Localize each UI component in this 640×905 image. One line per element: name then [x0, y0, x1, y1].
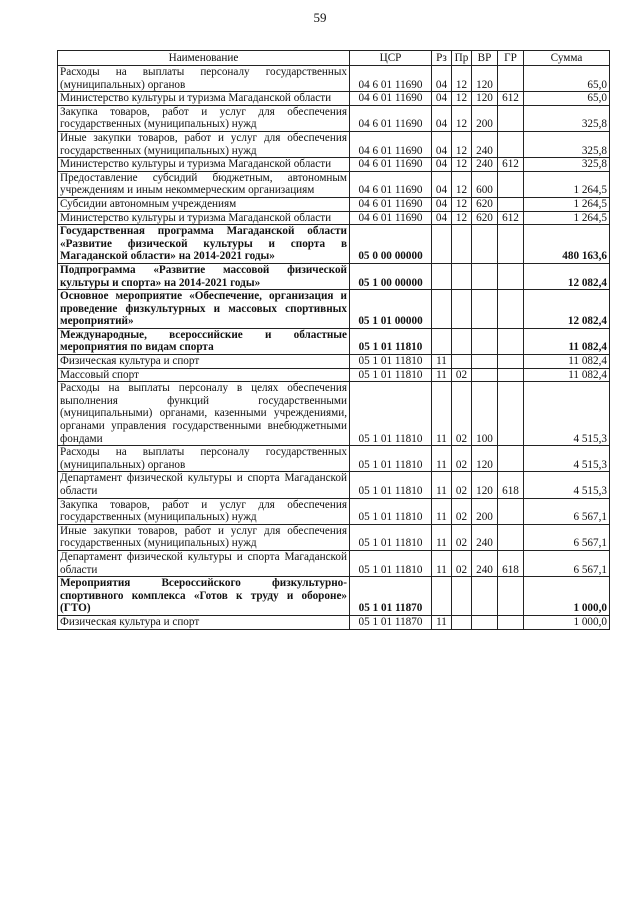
cell-gr	[498, 290, 524, 329]
cell-gr: 612	[498, 92, 524, 106]
budget-table	[57, 50, 610, 630]
cell-name: Департамент физической культуры и спорта Магаданской области	[58, 550, 350, 576]
cell-pr: 12	[452, 211, 472, 225]
col-header-gr: ГР	[498, 51, 524, 66]
table-body	[58, 66, 610, 630]
cell-vr: 240	[472, 550, 498, 576]
cell-pr	[452, 355, 472, 369]
cell-rz: 11	[432, 615, 452, 629]
table-row	[58, 368, 610, 382]
cell-vr: 120	[472, 446, 498, 472]
cell-vr: 120	[472, 66, 498, 92]
cell-rz: 11	[432, 550, 452, 576]
cell-rz: 11	[432, 524, 452, 550]
cell-sum: 12 082,4	[524, 263, 610, 289]
cell-gr	[498, 524, 524, 550]
cell-vr	[472, 368, 498, 382]
table-row	[58, 225, 610, 264]
cell-sum: 11 082,4	[524, 328, 610, 354]
col-header-sum: Сумма	[524, 51, 610, 66]
cell-name: Министерство культуры и туризма Магаданской области	[58, 211, 350, 225]
cell-csr: 04 6 01 11690	[350, 92, 432, 106]
cell-rz: 11	[432, 355, 452, 369]
cell-csr: 04 6 01 11690	[350, 66, 432, 92]
cell-gr: 612	[498, 211, 524, 225]
cell-pr	[452, 328, 472, 354]
cell-name: Предоставление субсидий бюджетным, автономным учреждениям и иным некоммерческим организациям	[58, 171, 350, 197]
cell-gr: 612	[498, 158, 524, 172]
cell-pr: 02	[452, 446, 472, 472]
cell-rz: 04	[432, 171, 452, 197]
cell-pr: 12	[452, 171, 472, 197]
cell-vr	[472, 355, 498, 369]
table-row	[58, 158, 610, 172]
cell-sum: 1 264,5	[524, 197, 610, 211]
cell-gr	[498, 615, 524, 629]
cell-rz	[432, 577, 452, 616]
cell-vr	[472, 577, 498, 616]
cell-csr: 05 1 01 11810	[350, 446, 432, 472]
cell-name: Расходы на выплаты персоналу в целях обеспечения выполнения функций государственными (муниципальными) органами, казенными учреждениями, органами управления государственными внебюджетными фондами	[58, 382, 350, 446]
cell-name: Государственная программа Магаданской области «Развитие физической культуры и спорта в Магаданской области» на 2014-2021 годы»	[58, 225, 350, 264]
cell-vr	[472, 263, 498, 289]
cell-gr	[498, 66, 524, 92]
cell-gr	[498, 263, 524, 289]
page-number: 59	[313, 10, 327, 25]
cell-csr: 04 6 01 11690	[350, 197, 432, 211]
cell-gr: 618	[498, 550, 524, 576]
table-row	[58, 550, 610, 576]
cell-gr	[498, 446, 524, 472]
cell-vr: 240	[472, 524, 498, 550]
cell-name: Подпрограмма «Развитие массовой физической культуры и спорта» на 2014-2021 годы»	[58, 263, 350, 289]
cell-pr	[452, 225, 472, 264]
cell-gr	[498, 197, 524, 211]
cell-rz: 04	[432, 158, 452, 172]
cell-pr	[452, 290, 472, 329]
cell-rz: 11	[432, 472, 452, 498]
cell-vr: 620	[472, 211, 498, 225]
table-row	[58, 524, 610, 550]
cell-gr	[498, 577, 524, 616]
table-row	[58, 290, 610, 329]
cell-csr: 04 6 01 11690	[350, 171, 432, 197]
table-row	[58, 197, 610, 211]
cell-vr: 100	[472, 382, 498, 446]
cell-vr: 240	[472, 131, 498, 157]
cell-name: Мероприятия Всероссийского физкультурно-спортивного комплекса «Готов к труду и обороне» (ГТО)	[58, 577, 350, 616]
cell-csr: 05 1 01 11870	[350, 577, 432, 616]
cell-pr: 12	[452, 131, 472, 157]
table-row	[58, 472, 610, 498]
cell-rz	[432, 328, 452, 354]
table-row	[58, 328, 610, 354]
cell-rz: 04	[432, 211, 452, 225]
table-row	[58, 92, 610, 106]
table-row	[58, 131, 610, 157]
cell-pr: 12	[452, 158, 472, 172]
cell-sum: 6 567,1	[524, 524, 610, 550]
cell-gr	[498, 171, 524, 197]
cell-sum: 325,8	[524, 105, 610, 131]
cell-name: Массовый спорт	[58, 368, 350, 382]
table-row	[58, 355, 610, 369]
cell-rz: 04	[432, 105, 452, 131]
col-header-vr: ВР	[472, 51, 498, 66]
cell-vr: 240	[472, 158, 498, 172]
table-row	[58, 498, 610, 524]
cell-csr: 04 6 01 11690	[350, 158, 432, 172]
cell-sum: 6 567,1	[524, 498, 610, 524]
cell-vr: 200	[472, 105, 498, 131]
cell-pr: 02	[452, 498, 472, 524]
cell-csr: 05 1 01 11870	[350, 615, 432, 629]
cell-csr: 04 6 01 11690	[350, 211, 432, 225]
col-header-name: Наименование	[58, 51, 350, 66]
cell-gr	[498, 225, 524, 264]
cell-sum: 1 264,5	[524, 171, 610, 197]
cell-name: Физическая культура и спорт	[58, 355, 350, 369]
cell-gr	[498, 498, 524, 524]
cell-rz: 04	[432, 131, 452, 157]
cell-gr	[498, 328, 524, 354]
cell-name: Министерство культуры и туризма Магаданской области	[58, 158, 350, 172]
cell-name: Департамент физической культуры и спорта Магаданской области	[58, 472, 350, 498]
cell-rz: 11	[432, 446, 452, 472]
cell-rz	[432, 290, 452, 329]
cell-sum: 1 264,5	[524, 211, 610, 225]
cell-gr	[498, 382, 524, 446]
cell-rz: 11	[432, 498, 452, 524]
cell-rz	[432, 263, 452, 289]
table-row	[58, 105, 610, 131]
cell-rz: 11	[432, 382, 452, 446]
cell-rz: 04	[432, 197, 452, 211]
col-header-pr: Пр	[452, 51, 472, 66]
cell-sum: 4 515,3	[524, 472, 610, 498]
cell-gr	[498, 355, 524, 369]
cell-name: Министерство культуры и туризма Магаданской области	[58, 92, 350, 106]
table-row	[58, 171, 610, 197]
cell-sum: 1 000,0	[524, 615, 610, 629]
cell-vr: 600	[472, 171, 498, 197]
cell-sum: 12 082,4	[524, 290, 610, 329]
cell-name: Иные закупки товаров, работ и услуг для обеспечения государственных (муниципальных) нужд	[58, 131, 350, 157]
table-row	[58, 446, 610, 472]
cell-pr: 02	[452, 472, 472, 498]
cell-pr	[452, 615, 472, 629]
cell-pr: 12	[452, 197, 472, 211]
cell-gr	[498, 368, 524, 382]
cell-pr	[452, 577, 472, 616]
cell-rz: 04	[432, 66, 452, 92]
col-header-rz: Рз	[432, 51, 452, 66]
cell-csr: 05 1 01 11810	[350, 328, 432, 354]
cell-name: Закупка товаров, работ и услуг для обеспечения государственных (муниципальных) нужд	[58, 498, 350, 524]
cell-csr: 05 0 00 00000	[350, 225, 432, 264]
col-header-csr: ЦСР	[350, 51, 432, 66]
cell-pr: 02	[452, 368, 472, 382]
cell-name: Основное мероприятие «Обеспечение, организация и проведение физкультурных и массовых спортивных мероприятий»	[58, 290, 350, 329]
cell-vr: 200	[472, 498, 498, 524]
cell-pr: 12	[452, 92, 472, 106]
cell-pr: 12	[452, 66, 472, 92]
cell-csr: 05 1 01 11810	[350, 550, 432, 576]
cell-gr	[498, 131, 524, 157]
cell-rz: 04	[432, 92, 452, 106]
table-row	[58, 211, 610, 225]
cell-sum: 325,8	[524, 158, 610, 172]
cell-vr	[472, 615, 498, 629]
cell-pr: 12	[452, 105, 472, 131]
cell-sum: 325,8	[524, 131, 610, 157]
cell-csr: 04 6 01 11690	[350, 105, 432, 131]
cell-sum: 6 567,1	[524, 550, 610, 576]
table-header-row	[58, 51, 610, 66]
cell-csr: 05 1 01 11810	[350, 498, 432, 524]
cell-sum: 11 082,4	[524, 355, 610, 369]
table-row	[58, 66, 610, 92]
cell-csr: 05 1 00 00000	[350, 263, 432, 289]
cell-name: Расходы на выплаты персоналу государственных (муниципальных) органов	[58, 446, 350, 472]
table-row	[58, 263, 610, 289]
cell-sum: 65,0	[524, 92, 610, 106]
table-row	[58, 615, 610, 629]
table-row	[58, 382, 610, 446]
cell-vr	[472, 290, 498, 329]
cell-pr: 02	[452, 382, 472, 446]
cell-vr: 620	[472, 197, 498, 211]
cell-name: Закупка товаров, работ и услуг для обеспечения государственных (муниципальных) нужд	[58, 105, 350, 131]
cell-name: Расходы на выплаты персоналу государственных (муниципальных) органов	[58, 66, 350, 92]
cell-name: Физическая культура и спорт	[58, 615, 350, 629]
cell-csr: 05 1 01 11810	[350, 368, 432, 382]
cell-vr: 120	[472, 92, 498, 106]
cell-name: Субсидии автономным учреждениям	[58, 197, 350, 211]
cell-sum: 4 515,3	[524, 382, 610, 446]
cell-rz	[432, 225, 452, 264]
cell-csr: 05 1 01 11810	[350, 382, 432, 446]
cell-pr: 02	[452, 550, 472, 576]
cell-vr	[472, 225, 498, 264]
cell-pr: 02	[452, 524, 472, 550]
cell-csr: 05 1 01 00000	[350, 290, 432, 329]
cell-name: Иные закупки товаров, работ и услуг для обеспечения государственных (муниципальных) нужд	[58, 524, 350, 550]
cell-csr: 05 1 01 11810	[350, 524, 432, 550]
cell-sum: 1 000,0	[524, 577, 610, 616]
cell-gr	[498, 105, 524, 131]
cell-sum: 480 163,6	[524, 225, 610, 264]
cell-pr	[452, 263, 472, 289]
cell-csr: 04 6 01 11690	[350, 131, 432, 157]
cell-vr	[472, 328, 498, 354]
cell-vr: 120	[472, 472, 498, 498]
cell-sum: 11 082,4	[524, 368, 610, 382]
table-row	[58, 577, 610, 616]
cell-rz: 11	[432, 368, 452, 382]
cell-sum: 65,0	[524, 66, 610, 92]
cell-gr: 618	[498, 472, 524, 498]
cell-csr: 05 1 01 11810	[350, 472, 432, 498]
cell-csr: 05 1 01 11810	[350, 355, 432, 369]
cell-sum: 4 515,3	[524, 446, 610, 472]
cell-name: Международные, всероссийские и областные мероприятия по видам спорта	[58, 328, 350, 354]
